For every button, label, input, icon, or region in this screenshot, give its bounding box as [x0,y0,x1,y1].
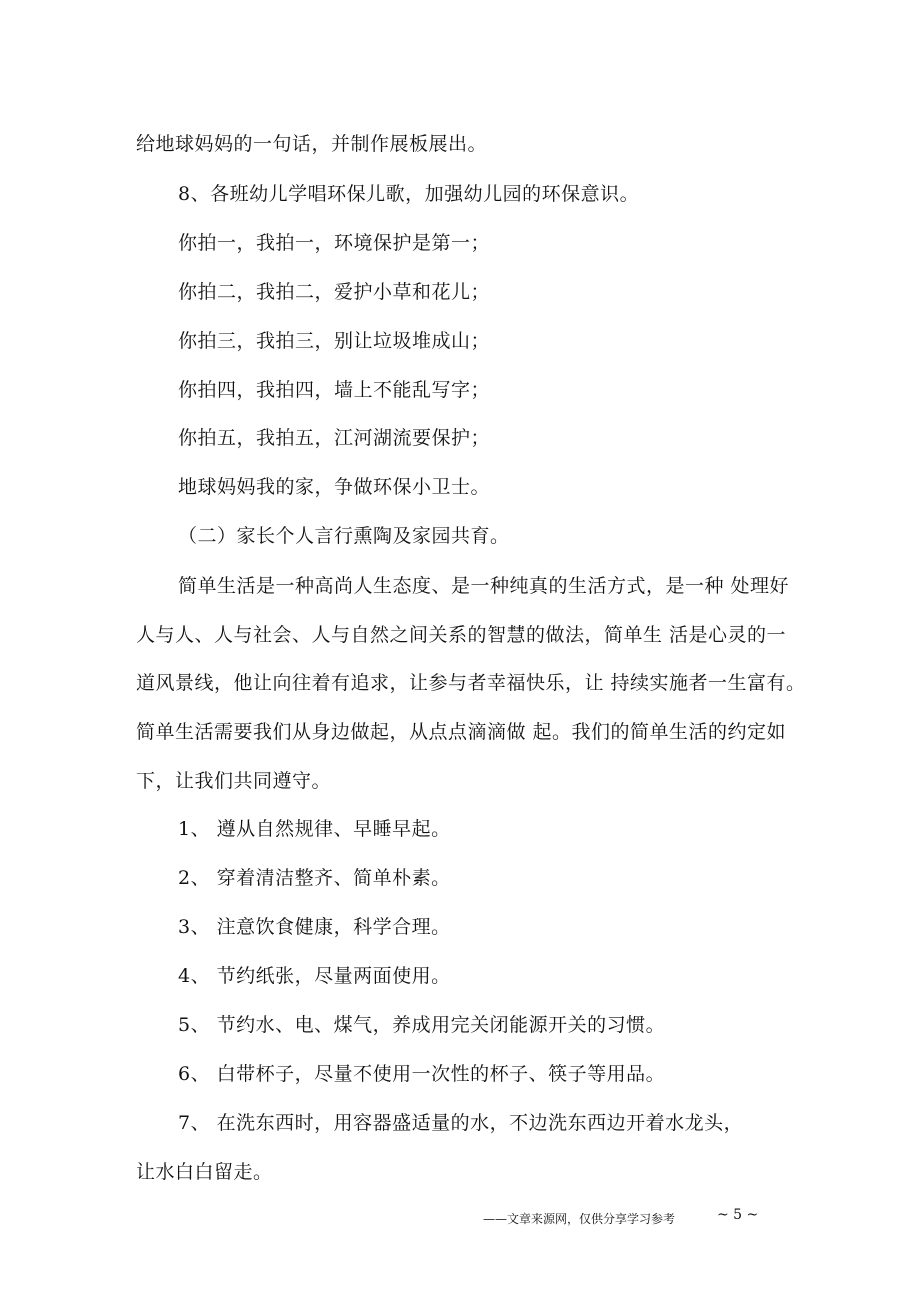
footer-source-note: ——文章来源网，仅供分享学习参考 [483,1212,676,1226]
paragraph-line: 道风景线，他让向往着有追求，让参与者幸福快乐，让 持续实施者一生富有。 [136,672,806,694]
song-line: 地球妈妈我的家，争做环保小卫士。 [178,476,491,498]
page-number: ~ 5 ~ [717,1207,759,1223]
paragraph-line: 人与人、人与社会、人与自然之间关系的智慧的做法，简单生 活是心灵的一 [136,624,787,646]
paragraph-line: 8、各班幼儿学唱环保儿歌，加强幼儿园的环保意识。 [178,183,640,205]
song-line: 你拍二，我拍二，爱护小草和花儿； [178,281,491,303]
list-item: 4、 节约纸张，尽量两面使用。 [178,965,451,987]
song-line: 你拍三，我拍三，别让垃圾堆成山； [178,330,491,352]
paragraph-line: 下，让我们共同遵守。 [136,770,332,792]
list-item: 3、 注意饮食健康，科学合理。 [178,916,451,938]
list-item: 2、 穿着清洁整齐、简单朴素。 [178,867,451,889]
list-item: 1、 遵从自然规律、早睡早起。 [178,818,451,840]
section-heading: （二）家长个人言行熏陶及家园共育。 [178,525,510,547]
list-item: 7、 在洗东西时，用容器盛适量的水，不边洗东西边开着水龙头， [178,1112,744,1134]
list-item: 6、 白带杯子，尽量不使用一次性的杯子、筷子等用品。 [178,1063,666,1085]
song-line: 你拍四，我拍四，墙上不能乱写字； [178,379,491,401]
song-line: 你拍一，我拍一，环境保护是第一； [178,232,491,254]
paragraph-line: 简单生活需要我们从身边做起，从点点滴滴做 起。我们的简单生活的约定如 [136,721,787,743]
paragraph-line: 简单生活是一种高尚人生态度、是一种纯真的生活方式，是一种 处理好 [178,575,790,597]
list-item: 5、 节约水、电、煤气，养成用完关闭能源开关的习惯。 [178,1014,666,1036]
paragraph-line: 给地球妈妈的一句话，并制作展板展出。 [136,133,488,155]
paragraph-line: 让水白白留走。 [136,1161,273,1183]
song-line: 你拍五，我拍五，江河湖流要保护； [178,427,491,449]
